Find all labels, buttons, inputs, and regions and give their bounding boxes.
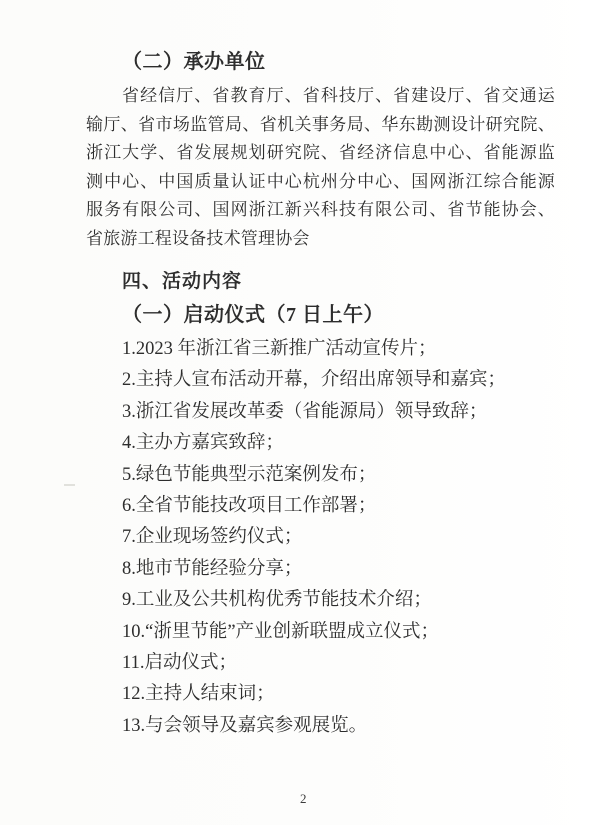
paragraph-line: 输厅、省市场监管局、省机关事务局、华东勘测设计研究院、 [86, 114, 555, 134]
paragraph-line: 测中心、中国质量认证中心杭州分中心、国网浙江综合能源 [86, 171, 555, 191]
agenda-item: 10.“浙里节能”产业创新联盟成立仪式； [122, 621, 440, 642]
organizers-paragraph [86, 82, 555, 254]
agenda-item: 7.企业现场签约仪式； [122, 527, 303, 548]
agenda-item: 2.主持人宣布活动开幕，介绍出席领导和嘉宾； [122, 370, 506, 391]
agenda-item: 4.主办方嘉宾致辞； [122, 433, 284, 454]
paragraph-line: 浙江大学、省发展规划研究院、省经济信息中心、省能源监 [86, 143, 555, 163]
paragraph-line: 省旅游工程设备技术管理协会 [86, 228, 310, 248]
scan-artifact-mark [64, 484, 75, 486]
subsection-heading-launch-ceremony: （一）启动仪式（7 日上午） [122, 304, 384, 326]
agenda-item: 5.绿色节能典型示范案例发布； [122, 464, 377, 485]
agenda-item: 3.浙江省发展改革委（省能源局）领导致辞； [122, 401, 488, 422]
section-heading-activities: 四、活动内容 [122, 271, 243, 292]
page-number: 2 [300, 791, 307, 806]
agenda-list [86, 334, 576, 742]
agenda-item: 6.全省节能技改项目工作部署； [122, 495, 377, 516]
paragraph-line: 服务有限公司、国网浙江新兴科技有限公司、省节能协会、 [86, 200, 555, 220]
agenda-item: 12.主持人结束词； [122, 684, 275, 705]
agenda-item: 8.地市节能经验分享； [122, 558, 303, 579]
paragraph-line: 省经信厅、省教育厅、省科技厅、省建设厅、省交通运 [122, 86, 555, 105]
agenda-item: 9.工业及公共机构优秀节能技术介绍； [122, 590, 432, 611]
agenda-item: 1.2023 年浙江省三新推广活动宣传片； [122, 339, 437, 359]
agenda-item: 11.启动仪式； [122, 652, 237, 673]
agenda-item: 13.与会领导及嘉宾参观展览。 [122, 715, 368, 736]
subsection-heading-organizers: （二）承办单位 [122, 51, 266, 73]
